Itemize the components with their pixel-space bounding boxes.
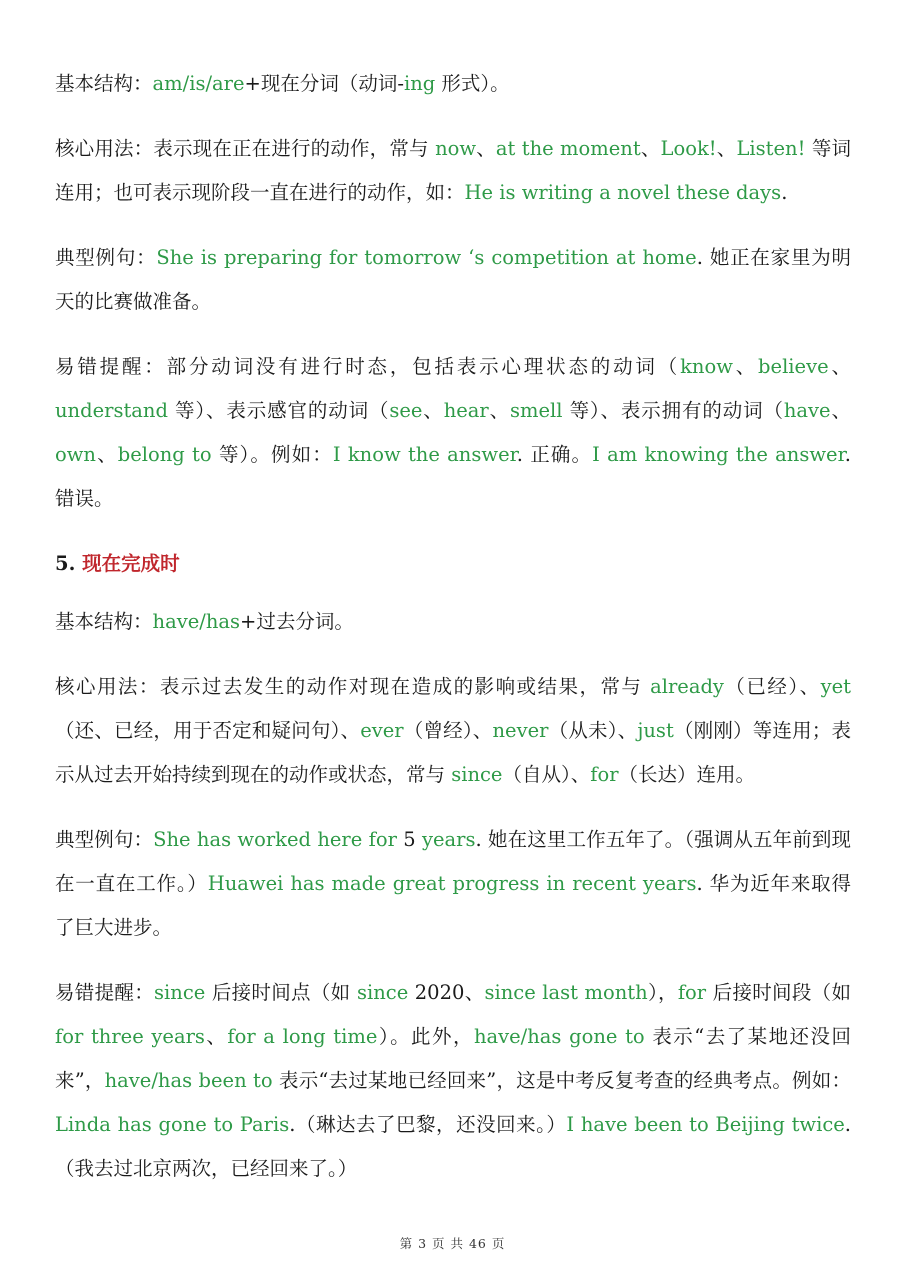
english-term: already (650, 675, 724, 698)
english-example: I have been to Beijing twice (566, 1113, 845, 1136)
english-term: at the moment (495, 137, 641, 160)
english-term: for (677, 981, 707, 1004)
document-page (55, 62, 851, 1212)
english-term: Listen! (736, 137, 806, 160)
english-example: I am knowing the answer (592, 443, 845, 466)
english-term: since (356, 981, 409, 1004)
english-term: ever (360, 719, 404, 742)
pitfall-paragraph-perfect: 易错提醒：since 后接时间点（如 since 2020、since last month），for 后接时间段（如 for three years、for a long time）。此外，have/has gone to 表示“去了某地还没回来”，have/has been to 表示“去过某地已经回来”，这是中考反复考查的经典考点。例如：Linda has gone to Paris.（琳达去了巴黎，还没回来。）I have been to Beijing twice.（我去过北京两次，已经回来了。） (55, 981, 851, 1180)
usage-paragraph-progressive: 核心用法：表示现在正在进行的动作，常与 now、at the moment、Look!、Listen! 等词连用；也可表示现阶段一直在进行的动作，如：He is writing a novel these days. (55, 137, 851, 204)
english-term: have/has been to (104, 1069, 273, 1092)
page-footer: 第 3 页 共 46 页 (399, 1236, 506, 1251)
english-term: believe (758, 355, 829, 378)
english-example: Huawei has made great progress in recent years (207, 872, 697, 895)
english-term: know (680, 355, 733, 378)
section-number: 5. (55, 552, 76, 575)
english-term: own (55, 443, 96, 466)
pitfall-label: 易错提醒： (55, 981, 155, 1004)
structure-paragraph-perfect: 基本结构：have/has+过去分词。 (55, 610, 354, 633)
english-example: She is preparing for tomorrow ‘s competition at home (156, 246, 697, 269)
section-title: 现在完成时 (82, 552, 180, 575)
english-term: am/is/are (152, 72, 245, 95)
usage-label: 核心用法： (55, 675, 160, 698)
pitfall-label: 易错提醒： (55, 355, 167, 378)
english-term: for (590, 763, 619, 786)
english-example: He is writing a novel these days (464, 181, 782, 204)
example-label: 典型例句： (55, 246, 157, 269)
example-paragraph-perfect: 典型例句：She has worked here for 5 years. 她在这里工作五年了。（强调从五年前到现在一直在工作。）Huawei has made great progress in recent years. 华为近年来取得了巨大进步。 (55, 828, 851, 939)
english-term: now (435, 137, 477, 160)
english-term: just (637, 719, 674, 742)
english-term: see (389, 399, 423, 422)
english-term: have (783, 399, 831, 422)
english-term: since (154, 981, 206, 1004)
english-term: yet (820, 675, 851, 698)
english-term: have/has (152, 610, 241, 633)
english-term: smell (509, 399, 563, 422)
english-term: Look! (660, 137, 717, 160)
english-term: since (451, 763, 503, 786)
english-example: years (421, 828, 476, 851)
english-term: understand (55, 399, 168, 422)
english-term: for a long time (227, 1025, 378, 1048)
english-term: never (492, 719, 549, 742)
pitfall-paragraph-progressive: 易错提醒：部分动词没有进行时态，包括表示心理状态的动词（know、believe、understand 等）、表示感官的动词（see、hear、smell 等）、表示拥有的动词（have、own、belong to 等）。例如：I know the answer. 正确。I am knowing the answer. 错误。 (55, 355, 851, 510)
english-term: since last month (484, 981, 648, 1004)
structure-label: 基本结构： (55, 610, 153, 633)
structure-label: 基本结构： (55, 72, 153, 95)
example-label: 典型例句： (55, 828, 154, 851)
english-example: She has worked here for (153, 828, 397, 851)
english-term: ing (403, 72, 436, 95)
usage-label: 核心用法： (55, 137, 154, 160)
structure-paragraph-progressive: 基本结构：am/is/are+现在分词（动词-ing 形式）。 (55, 72, 510, 95)
english-term: hear (443, 399, 489, 422)
example-paragraph-progressive: 典型例句：She is preparing for tomorrow ‘s competition at home. 她正在家里为明天的比赛做准备。 (55, 246, 851, 313)
english-example: I know the answer (332, 443, 517, 466)
english-term: have/has gone to (473, 1025, 645, 1048)
section-heading-present-perfect (55, 542, 851, 586)
usage-paragraph-perfect: 核心用法：表示过去发生的动作对现在造成的影响或结果，常与 already（已经）、yet（还、已经，用于否定和疑问句）、ever（曾经）、never（从未）、just（刚刚）等连用；表示从过去开始持续到现在的动作或状态，常与 since（自从）、for（长达）连用。 (55, 675, 851, 786)
english-example: Linda has gone to Paris (55, 1113, 290, 1136)
english-term: belong to (117, 443, 212, 466)
english-term: for three years (55, 1025, 205, 1048)
